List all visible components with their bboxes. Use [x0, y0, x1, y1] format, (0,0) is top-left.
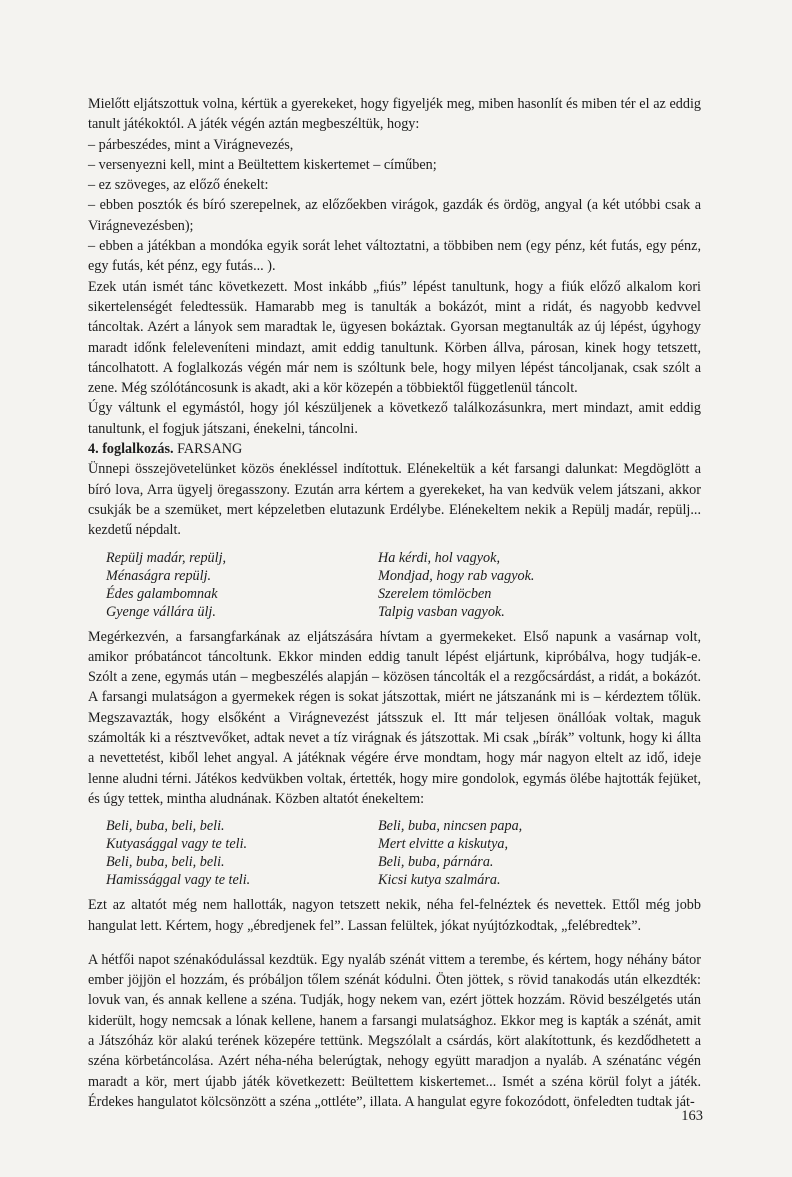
- page-body: [88, 94, 701, 1112]
- poem-line: Beli, buba, nincsen papa,: [378, 818, 523, 835]
- paragraph: Ünnepi összejövetelünket közös énekléssel indítottuk. Elénekeltük a két farsangi dalunkat: Megdöglött a bíró lova, Arra ügyelj öregasszony. Ezután arra kértem a gyerekeket, ha van kedvük velem játszani, akkor csukják be a szemüket, mert képzeletben elutazunk Erdélybe. Elénekeltem nekik a Repülj madár, repülj... kezdetű népdalt.: [88, 461, 701, 539]
- poem-line: Mert elvitte a kiskutya,: [378, 836, 509, 853]
- list-item: – ebben a játékban a mondóka egyik sorát lehet változtatni, a többiben nem (egy pénz, két futás, egy pénz, egy futás, két pénz, egy futás... ).: [88, 238, 701, 275]
- poem-line: Beli, buba, párnára.: [378, 854, 494, 871]
- poem-line: Mondjad, hogy rab vagyok.: [378, 567, 535, 584]
- paragraph: Ezt az altatót még nem hallották, nagyon tetszett nekik, néha fel-felnéztek és nevettek. Ettől még jobb hangulat lett. Kértem, hogy „ébredjenek fel”. Lassan felültek, jókat nyújtózkodtak, „felébredtek”.: [88, 897, 701, 934]
- paragraph: Mielőtt eljátszottuk volna, kértük a gyerekeket, hogy figyeljék meg, miben hasonlít és miben tér el az eddig tanult játékoktól. A játék végén aztán megbeszéltük, hogy:: [88, 96, 701, 133]
- poem-line: Ha kérdi, hol vagyok,: [378, 549, 500, 566]
- poem-repulj-madar: [106, 549, 701, 621]
- page-number: 163: [681, 1108, 703, 1124]
- poem-beli-buba: [106, 817, 701, 889]
- poem-line: Édes galambomnak: [106, 585, 218, 602]
- paragraph-gap: [88, 936, 701, 950]
- poem-line: Kicsi kutya szalmára.: [378, 872, 501, 889]
- list-item: – ebben posztók és bíró szerepelnek, az előzőekben virágok, gazdák és ördög, angyal (a két utóbbi csak a Virágnevezésben);: [88, 197, 701, 234]
- poem-line: Repülj madár, repülj,: [106, 549, 227, 566]
- poem-line: Szerelem tömlöcben: [378, 585, 492, 602]
- section-heading-number: 4. foglalkozás.: [88, 441, 174, 458]
- poem-line: Gyenge vállára ülj.: [106, 603, 216, 620]
- poem-line: Beli, buba, beli, beli.: [106, 854, 225, 871]
- poem-line: Talpig vasban vagyok.: [378, 603, 505, 620]
- list-item: – versenyezni kell, mint a Beültettem kiskertemet – címűben;: [88, 156, 437, 173]
- list-item: – párbeszédes, mint a Virágnevezés,: [88, 136, 294, 153]
- paragraph: A hétfői napot szénakódulással kezdtük. Egy nyaláb szénát vittem a terembe, és kértem, hogy néhány bátor ember jöjjön el hozzám, és próbáljon tőlem szénát kódulni. Öten jöttek, s rövid tanakodás után elkezdték: lovuk van, és annak kellene a széna. Tudják, hogy nekem van, ezért jöttek hozzám. Rövid beszélgetés után kiderült, hogy nemcsak a lónak kellene, hanem a farsangi mulatsághoz. Ekkor meg is kapták a szénát, amit a Játszóház kör alakú terének közepére tettünk. Megszólalt a csárdás, kört alakítottunk, és kezdődhetett a széna körbetáncolása. Azért néha-néha belerúgtak, nehogy együtt maradjon a nyaláb. A szénatánc végén maradt a kör, mert újabb játék következett: Beültettem kiskertemet... Ismét a széna körül folyt a játék. Érdekes hangulatot kölcsönzött a széna „ottléte”, illata. A hangulat egyre fokozódott, önfeledten tudtak ját-: [88, 951, 701, 1110]
- poem-line: Hamissággal vagy te teli.: [106, 872, 251, 889]
- poem-line: Ménaságra repülj.: [106, 567, 212, 584]
- poem-line: Kutyasággal vagy te teli.: [106, 836, 248, 853]
- paragraph: Úgy váltunk el egymástól, hogy jól készüljenek a következő találkozásunkra, mert mindazt, amit eddig tanultunk, el fogjuk játszani, énekelni, táncolni.: [88, 400, 701, 437]
- list-item: – ez szöveges, az előző énekelt:: [88, 177, 269, 194]
- paragraph: Ezek után ismét tánc következett. Most inkább „fiús” lépést tanultunk, hogy a fiúk előző alkalom kori sikertelenségét feledtessük. Hamarabb meg is tanulták a bokázót, mint a ridát, és nagyobb kedvvel táncoltak. Azért a lányok sem maradtak le, ügyesen bokáztak. Gyorsan megtanulták az új lépést, úgyhogy maradt időnk feleleveníteni mindazt, amit eddig tanultunk. Körben állva, párosan, kinek hogy tetszett, táncolhatott. A foglalkozás végén már nem is szóltunk bele, hogy milyen lépést táncoljanak, csak szólt a zene. Még szólótáncosunk is akadt, aki a kör közepén a többiektől függetlenül táncolt.: [88, 278, 701, 397]
- paragraph: Megérkezvén, a farsangfarkának az eljátszására hívtam a gyermekeket. Első napunk a vasárnap volt, amikor próbatáncot táncoltunk. Ekkor minden eddig tanult lépést eljártunk, kipróbálva, hogy tudják-e. Szólt a zene, egymás után – megbeszélés alapján – közösen táncolták el a rezgőcsárdást, a ridát, a bokázót. A farsangi mulatságon a gyermekek régen is sokat játszottak, miért ne játszanánk mi is – kérdeztem tőlük. Megszavazták, hogy elsőként a Virágnevezést játsszuk el. Itt már teljesen önállóak voltak, maguk számolták ki a résztvevőket, adtak nevet a tíz virágnak és játszottak. Mi csak „bírák” voltunk, hogy ki állta a nevettetést, kiből lehet angyal. A játéknak végére érve mondtam, hogy már nagyon eltelt az idő, ideje lenne aludni térni. Játékos kedvükben voltak, értették, hogy mire gondolok, egymás ölébe hajtották fejüket, és úgy tettek, mintha aludnának. Közben altatót énekeltem:: [88, 628, 701, 807]
- poem-line: Beli, buba, beli, beli.: [106, 818, 225, 835]
- section-heading: [88, 439, 701, 459]
- section-heading-title: FARSANG: [173, 441, 243, 458]
